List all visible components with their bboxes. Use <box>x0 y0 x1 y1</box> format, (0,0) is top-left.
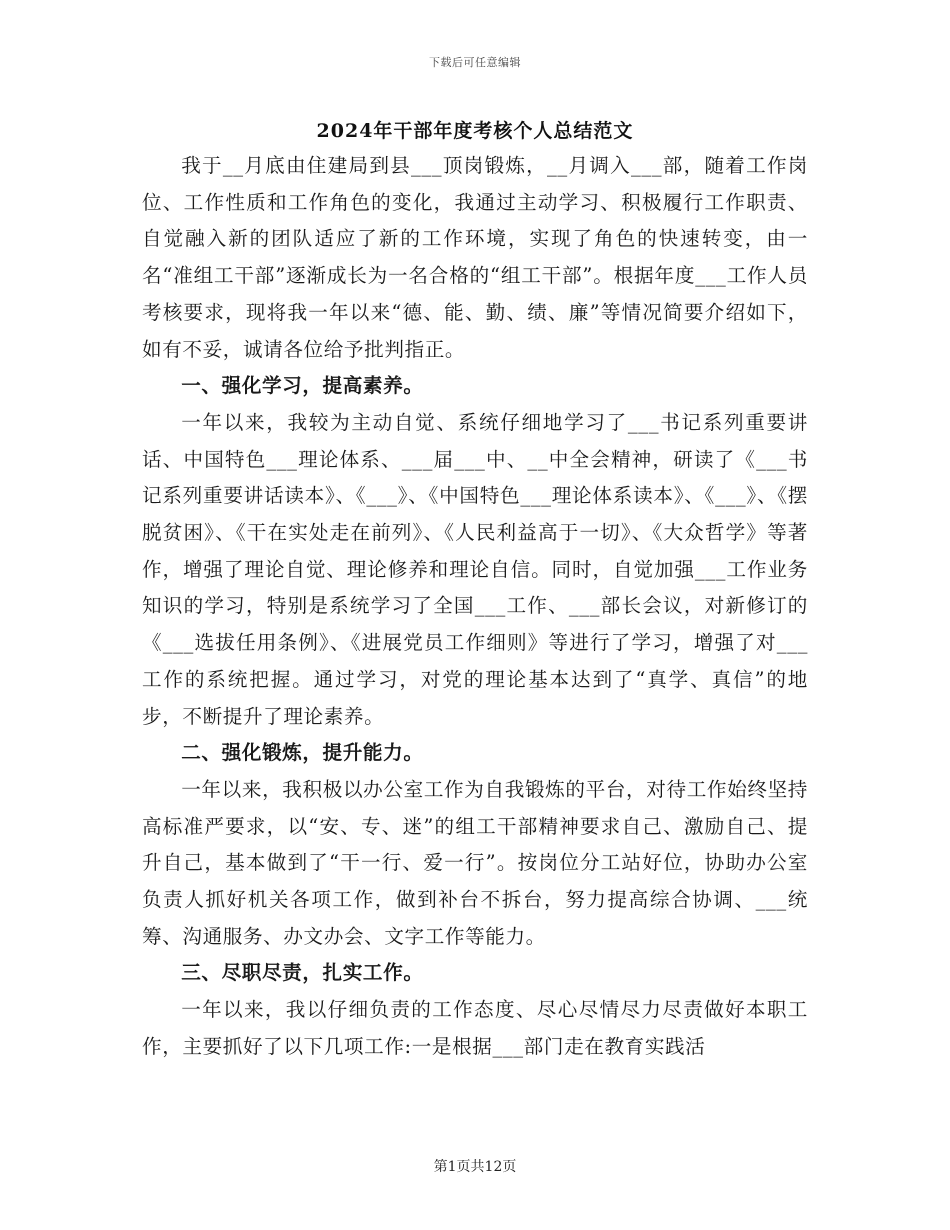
section-heading-2: 二、强化锻炼，提升能力。 <box>181 741 424 765</box>
document-title: 2024年干部年度考核个人总结范文 <box>316 120 634 142</box>
page-number: 第1页共12页 <box>433 1159 517 1175</box>
section-heading-1: 一、强化学习，提高素养。 <box>181 374 424 398</box>
section-heading-3: 三、尽职尽责，扎实工作。 <box>181 961 424 985</box>
document-body <box>142 148 808 1066</box>
section-2-paragraph: 一年以来，我积极以办公室工作为自我锻炼的平台，对待工作始终坚持高标准严要求，以“安、专、迷”的组工干部精神要求自己、激励自己、提升自己，基本做到了“干一行、爱一行”。按岗位分工站好位，协助办公室负责人抓好机关各项工作，做到补台不拆台，努力提高综合协调、___统筹、沟通服务、办文办会、文字工作等能力。 <box>142 777 808 948</box>
section-1-paragraph: 一年以来，我较为主动自觉、系统仔细地学习了___书记系列重要讲话、中国特色___理论体系、___届___中、__中全会精神，研读了《___书记系列重要讲话读本》、《___》、《中国特色___理论体系读本》、《___》、《摆脱贫困》、《干在实处走在前列》、《人民利益高于一切》、《大众哲学》等著作，增强了理论自觉、理论修养和理论自信。同时，自觉加强___工作业务知识的学习，特别是系统学习了全国___工作、___部长会议，对新修订的《___选拔任用条例》、《进展党员工作细则》等进行了学习，增强了对___工作的系统把握。通过学习，对党的理论基本达到了“真学、真信”的地步，不断提升了理论素养。 <box>142 410 808 728</box>
header-note: 下载后可任意编辑 <box>429 56 521 69</box>
section-3-paragraph: 一年以来，我以仔细负责的工作态度、尽心尽情尽力尽责做好本职工作，主要抓好了以下几项工作:一是根据___部门走在教育实践活 <box>142 998 808 1058</box>
intro-paragraph: 我于__月底由住建局到县___顶岗锻炼，__月调入___部，随着工作岗位、工作性质和工作角色的变化，我通过主动学习、积极履行工作职责、自觉融入新的团队适应了新的工作环境，实现了角色的快速转变，由一名“准组工干部”逐渐成长为一名合格的“组工干部”。根据年度___工作人员考核要求，现将我一年以来“德、能、勤、绩、廉”等情况简要介绍如下，如有不妥，诚请各位给予批判指正。 <box>142 154 808 361</box>
